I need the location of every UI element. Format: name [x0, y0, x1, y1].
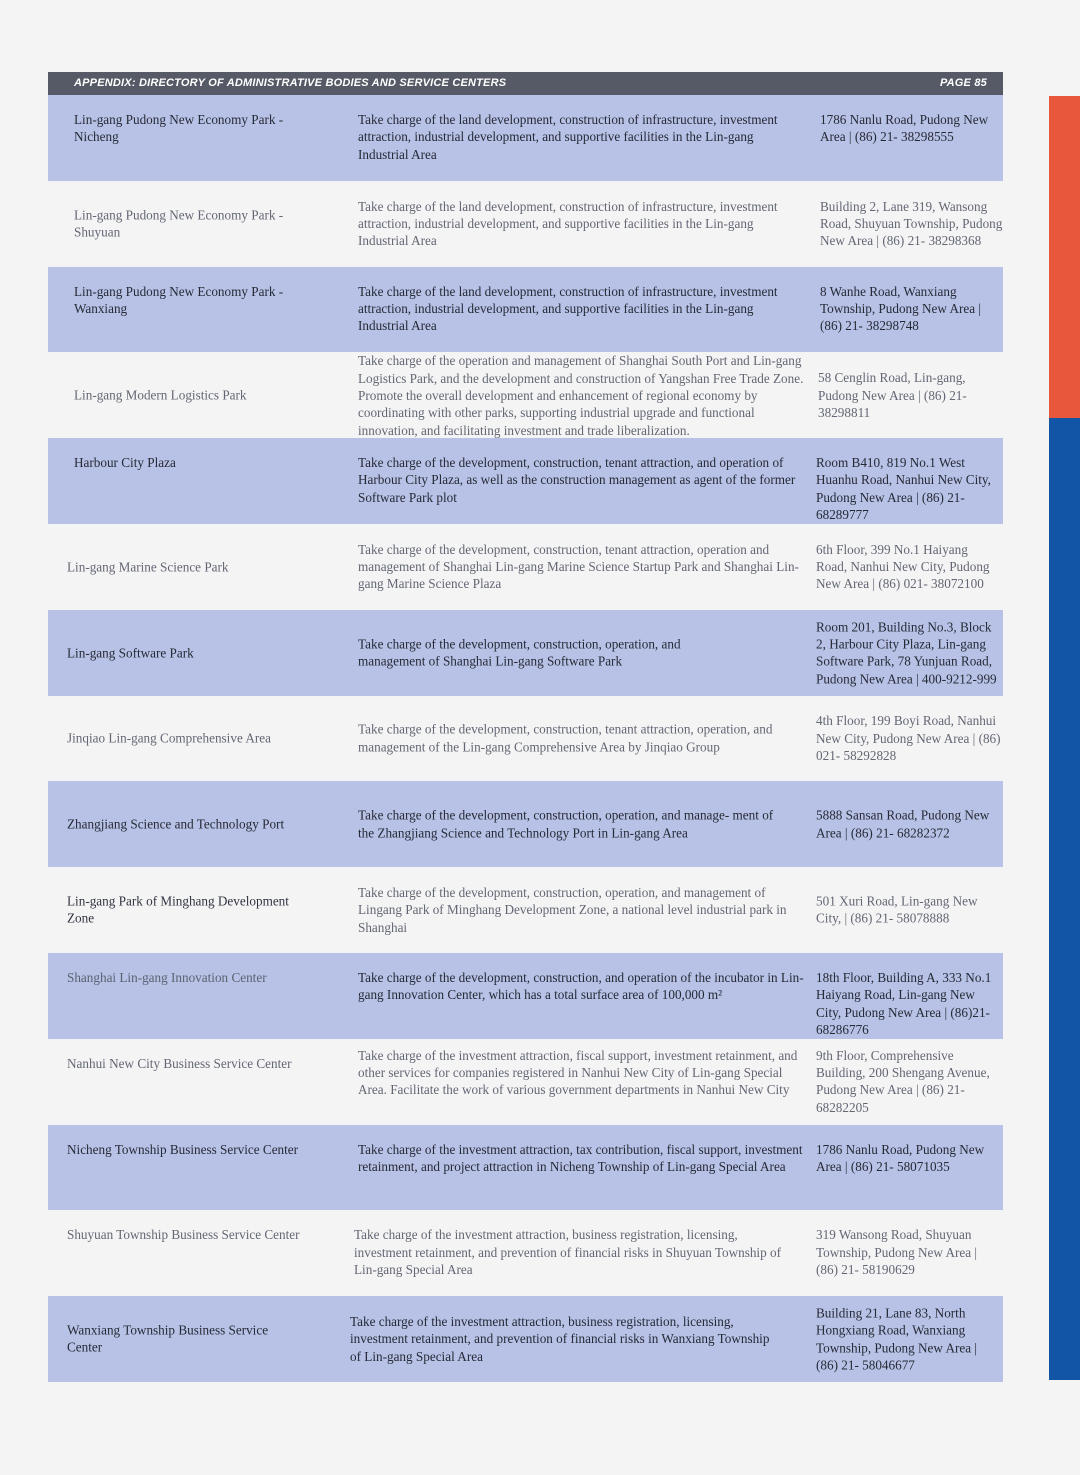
- org-description: Take charge of the development, construction, operation, and manage- ment of the Zhangjiang Science and Technology Port in Lin-gang Area: [358, 807, 774, 841]
- org-description: Take charge of the investment attraction, tax contribution, fiscal support, investment retainment, and project attraction in Nicheng Township of Lin-gang Special Area: [358, 1141, 803, 1174]
- table-row: [48, 953, 1003, 1039]
- table-row: [48, 1210, 1003, 1296]
- org-name: Lin-gang Park of Minghang Development Zone: [67, 893, 289, 927]
- org-name: Wanxiang Township Business Service Center: [67, 1322, 269, 1356]
- org-name: Lin-gang Software Park: [67, 645, 194, 661]
- org-name: Lin-gang Pudong New Economy Park - Wanxiang: [74, 283, 284, 316]
- org-address: Room B410, 819 No.1 West Huanhu Road, Nanhui New City, Pudong New Area | (86) 21- 68289777: [816, 455, 991, 523]
- org-name: Shanghai Lin-gang Innovation Center: [67, 969, 267, 985]
- org-name: Jinqiao Lin-gang Comprehensive Area: [67, 730, 271, 746]
- org-address: 4th Floor, 199 Boyi Road, Nanhui New City, Pudong New Area | (86) 021- 58292828: [816, 713, 1001, 764]
- table-row: [48, 438, 1003, 524]
- org-name: Lin-gang Marine Science Park: [67, 559, 229, 575]
- side-accent-orange: [1049, 96, 1080, 418]
- side-accent-blue: [1049, 418, 1080, 1380]
- table-row: [48, 181, 1003, 267]
- org-address: 18th Floor, Building A, 333 No.1 Haiyang Road, Lin-gang New City, Pudong New Area | (86)21-68286776: [816, 969, 992, 1037]
- org-description: Take charge of the investment attraction, business registration, licensing, investment retainment, and prevention of financial risks in Shuyuan Township of Lin-gang Special Area: [354, 1227, 781, 1277]
- page-header: [48, 72, 1003, 95]
- org-address: Building 2, Lane 319, Wansong Road, Shuyuan Township, Pudong New Area | (86) 21- 38298368: [820, 198, 1003, 249]
- org-name: Lin-gang Modern Logistics Park: [74, 387, 247, 403]
- org-name: Nicheng Township Business Service Center: [67, 1141, 299, 1157]
- org-name: Harbour City Plaza: [74, 455, 176, 471]
- org-description: Take charge of the development, construction, operation, and management of Shanghai Lin-gang Software Park: [358, 636, 681, 669]
- org-address: 5888 Sansan Road, Pudong New Area | (86) 21- 68282372: [816, 807, 990, 841]
- header-title: APPENDIX: DIRECTORY OF ADMINISTRATIVE BODIES AND SERVICE CENTERS: [74, 77, 507, 89]
- org-address: Room 201, Building No.3, Block 2, Harbour City Plaza, Lin-gang Software Park, 78 Yunjuan Road, Pudong New Area | 400-9212-999: [816, 619, 997, 686]
- org-address: 1786 Nanlu Road, Pudong New Area | (86) 21- 38298555: [820, 112, 989, 145]
- table-row: [48, 610, 1003, 696]
- table-row: [48, 1296, 1003, 1382]
- table-row: [48, 867, 1003, 953]
- org-address: 1786 Nanlu Road, Pudong New Area | (86) 21- 58071035: [816, 1141, 985, 1174]
- org-address: 9th Floor, Comprehensive Building, 200 Shengang Avenue, Pudong New Area | (86) 21- 68282205: [816, 1047, 990, 1115]
- table-row: [48, 1125, 1003, 1211]
- org-description: Take charge of the development, construction, tenant attraction, operation, and management of the Lin-gang Comprehensive Area by Jinqiao Group: [358, 722, 773, 755]
- org-description: Take charge of the land development, construction of infrastructure, investment attraction, industrial development, and supportive facilities in the Lin-gang Industrial Area: [358, 112, 778, 162]
- directory-table: [48, 95, 1003, 1382]
- org-address: 6th Floor, 399 No.1 Haiyang Road, Nanhui New City, Pudong New Area | (86) 021- 38072100: [816, 541, 990, 592]
- org-description: Take charge of the development, construction, operation, and management of Lingang Park of Minghang Development Zone, a national level industrial park in Shanghai: [358, 885, 787, 935]
- org-name: Nanhui New City Business Service Center: [67, 1055, 292, 1071]
- org-address: 8 Wanhe Road, Wanxiang Township, Pudong New Area | (86) 21- 38298748: [820, 283, 982, 334]
- table-row: [48, 781, 1003, 867]
- org-description: Take charge of the operation and management of Shanghai South Port and Lin-gang Logistics Park, and the development and construction of Yangshan Free Trade Zone. Promote the overall development and enhancement of regional economy by coordinating with other parks, supporting industrial upgrade and functional innovation, and facilitating investment and trade liberalization.: [358, 353, 804, 438]
- org-name: Zhangjiang Science and Technology Port: [67, 816, 285, 832]
- org-address: 58 Cenglin Road, Lin-gang, Pudong New Area | (86) 21- 38298811: [818, 370, 967, 420]
- org-address: Building 21, Lane 83, North Hongxiang Road, Wanxiang Township, Pudong New Area | (86) 21- 58046677: [816, 1305, 978, 1373]
- org-description: Take charge of the land development, construction of infrastructure, investment attraction, industrial development, and supportive facilities in the Lin-gang Industrial Area: [358, 198, 778, 249]
- org-address: 319 Wansong Road, Shuyuan Township, Pudong New Area | (86) 21- 58190629: [816, 1227, 978, 1277]
- org-name: Lin-gang Pudong New Economy Park - Nicheng: [74, 112, 284, 145]
- table-row: [48, 95, 1003, 181]
- org-name: Shuyuan Township Business Service Center: [67, 1227, 300, 1243]
- org-description: Take charge of the land development, construction of infrastructure, investment attraction, industrial development, and supportive facilities in the Lin-gang Industrial Area: [358, 283, 778, 334]
- table-row: [48, 696, 1003, 782]
- table-row: [48, 1039, 1003, 1125]
- org-address: 501 Xuri Road, Lin-gang New City, | (86) 21- 58078888: [816, 893, 978, 927]
- page-number: PAGE 85: [939, 77, 987, 89]
- org-description: Take charge of the investment attraction, fiscal support, investment retainment, and other services for companies registered in Nanhui New City of Lin-gang Special Area. Facilitate the work of various government departments in Nanhui New City: [358, 1047, 798, 1098]
- org-description: Take charge of the development, construction, tenant attraction, operation and management of Shanghai Lin-gang Marine Science Startup Park and Shanghai Lin-gang Marine Science Plaza: [358, 541, 799, 592]
- table-row: [48, 267, 1003, 353]
- org-description: Take charge of the development, construction, tenant attraction, and operation of Harbour City Plaza, as well as the construction management as agent of the former Software Park plot: [358, 455, 796, 505]
- table-row: [48, 352, 1003, 438]
- org-name: Lin-gang Pudong New Economy Park - Shuyuan: [74, 207, 284, 240]
- table-row: [48, 524, 1003, 610]
- org-description: Take charge of the development, construction, and operation of the incubator in Lin-gang Innovation Center, which has a total surface area of 100,000 m²: [358, 969, 804, 1003]
- org-description: Take charge of the investment attraction, business registration, licensing, investment retainment, and prevention of financial risks in Wanxiang Township of Lin-gang Special Area: [350, 1314, 770, 1364]
